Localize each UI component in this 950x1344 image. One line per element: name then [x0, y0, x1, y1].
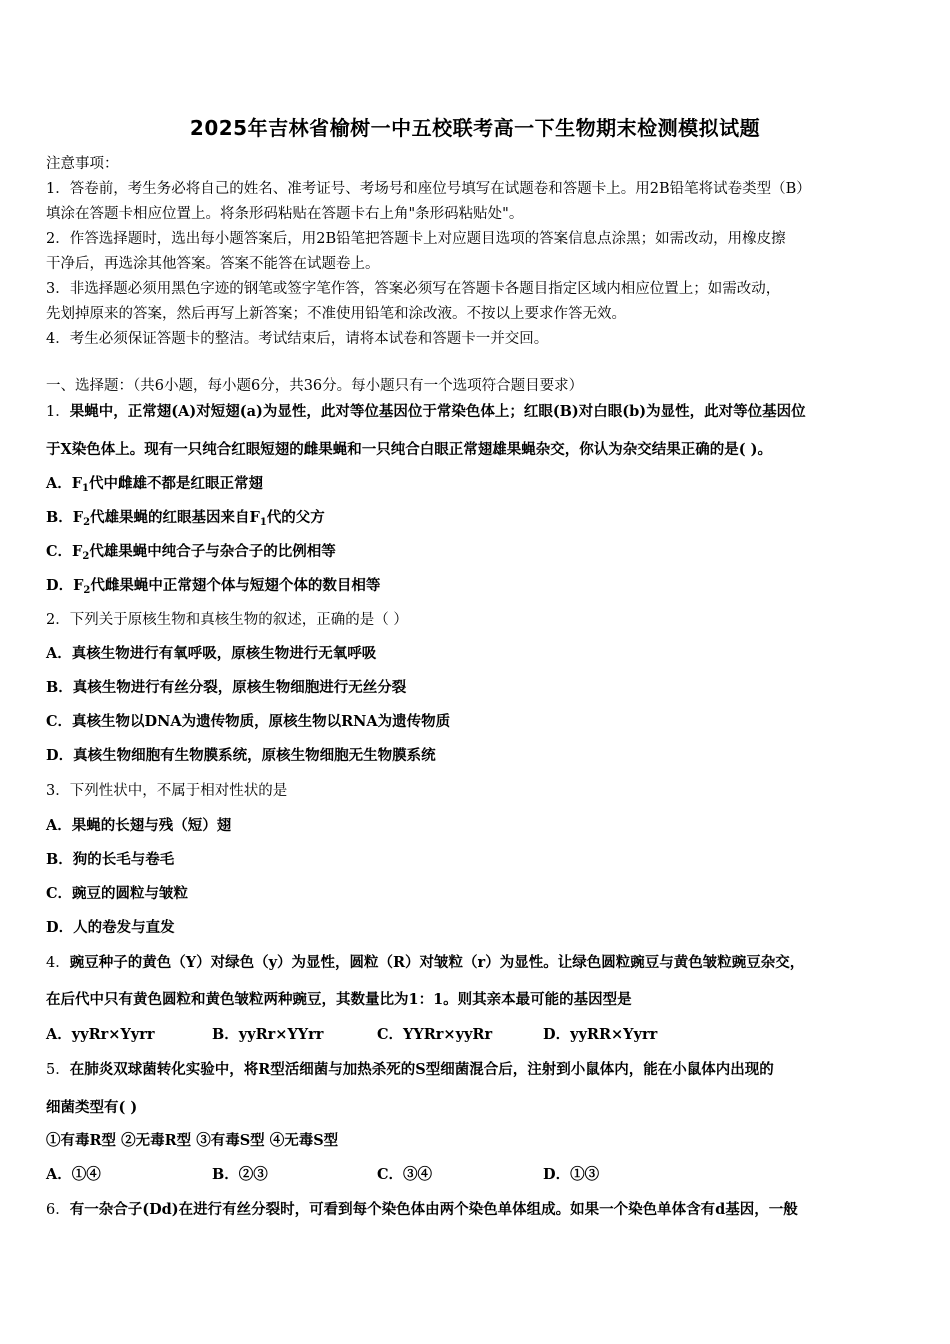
question-number: 5． — [46, 1062, 70, 1078]
subscript: 1 — [259, 517, 267, 528]
notice-block — [46, 152, 908, 352]
question-number: 1． — [46, 404, 70, 420]
notice-heading: 注意事项： — [46, 156, 119, 172]
question-3-option-a[interactable]: A．果蝇的长翅与残（短）翅 — [46, 817, 232, 834]
question-3-option-c[interactable]: C．豌豆的圆粒与皱粒 — [46, 885, 189, 902]
notice-line: 3．非选择题必须用黑色字迹的钢笔或签字笔作答，答案必须写在答题卡各题目指定区域内相应位置上；如需改动， — [46, 281, 781, 297]
question-text: 下列关于原核生物和真核生物的叙述，正确的是（ ） — [69, 612, 408, 628]
option-text: 代的父方 — [266, 509, 325, 526]
question-number: 3． — [46, 783, 70, 799]
option-text: 代中雌雄不都是红眼正常翅 — [89, 475, 264, 492]
option-text: B．F — [46, 509, 84, 526]
question-3-option-d[interactable]: D．人的卷发与直发 — [46, 919, 175, 936]
question-4-option-b[interactable]: B．yyRr×YYrr — [212, 1026, 324, 1043]
option-text: 代雄果蝇中纯合子与杂合子的比例相等 — [89, 543, 336, 560]
question-3-stem — [46, 779, 287, 800]
question-2-option-d[interactable]: D．真核生物细胞有生物膜系统，原核生物细胞无生物膜系统 — [46, 747, 436, 764]
page-title: 2025年吉林省榆树一中五校联考高一下生物期末检测模拟试题 — [189, 116, 761, 140]
option-text: 代雄果蝇的红眼基因来自F — [90, 509, 260, 526]
question-1-option-c[interactable] — [46, 540, 336, 561]
question-5-option-d[interactable]: D．①③ — [543, 1166, 600, 1183]
question-4-option-d[interactable]: D．yyRR×Yyrr — [543, 1026, 658, 1043]
section-heading: 一、选择题：（共6小题，每小题6分，共36分。每小题只有一个选项符合题目要求） — [46, 378, 584, 394]
question-4-stem-cont: 在后代中只有黄色圆粒和黄色皱粒两种豌豆，其数量比为1：1。则其亲本最可能的基因型是 — [46, 991, 632, 1008]
question-1-option-b[interactable] — [46, 506, 325, 527]
question-number: 2． — [46, 612, 70, 628]
notice-line: 干净后，再选涂其他答案。答案不能答在试题卷上。 — [46, 256, 380, 272]
question-1-option-a[interactable] — [46, 472, 263, 493]
notice-line: 2．作答选择题时，选出每小题答案后，用2B铅笔把答题卡上对应题目选项的答案信息点涂黑；如需改动，用橡皮擦 — [46, 231, 786, 247]
question-text: 果蝇中，正常翅(A)对短翅(a)为显性，此对等位基因位于常染色体上；红眼(B)对白眼(b)为显性，此对等位基因位 — [69, 403, 806, 420]
question-2-option-b[interactable]: B．真核生物进行有丝分裂，原核生物细胞进行无丝分裂 — [46, 679, 407, 696]
question-5-items: ①有毒R型 ②无毒R型 ③有毒S型 ④无毒S型 — [46, 1132, 339, 1149]
option-text: D．F — [46, 577, 84, 594]
question-text: 下列性状中，不属于相对性状的是 — [69, 783, 288, 799]
question-6-stem — [46, 1198, 798, 1219]
notice-line: 1．答卷前，考生务必将自己的姓名、准考证号、考场号和座位号填写在试题卷和答题卡上。用2B铅笔将试卷类型（B） — [46, 181, 811, 197]
question-5-option-c[interactable]: C．③④ — [377, 1166, 433, 1183]
option-text: C．F — [46, 543, 83, 560]
question-1-stem-cont: 于X染色体上。现有一只纯合红眼短翅的雌果蝇和一只纯合白眼正常翅雄果蝇杂交，你认为杂交结果正确的是( )。 — [46, 441, 773, 458]
question-4-option-a[interactable]: A．yyRr×Yyrr — [46, 1026, 155, 1043]
subscript: 2 — [83, 517, 91, 528]
question-text: 在肺炎双球菌转化实验中，将R型活细菌与加热杀死的S型细菌混合后，注射到小鼠体内，能在小鼠体内出现的 — [69, 1061, 774, 1078]
option-text: A．F — [46, 475, 83, 492]
question-number: 4． — [46, 955, 70, 971]
question-5-stem — [46, 1058, 774, 1079]
notice-line: 先划掉原来的答案，然后再写上新答案；不准使用铅笔和涂改液。不按以上要求作答无效。 — [46, 306, 626, 322]
question-5-options — [46, 1163, 599, 1184]
notice-line: 填涂在答题卡相应位置上。将条形码粘贴在答题卡右上角"条形码粘贴处"。 — [46, 206, 524, 222]
question-number: 6． — [46, 1202, 70, 1218]
subscript: 2 — [82, 551, 90, 562]
subscript: 1 — [82, 483, 90, 494]
question-5-option-a[interactable]: A．①④ — [46, 1166, 101, 1183]
question-text: 有一杂合子(Dd)在进行有丝分裂时，可看到每个染色体由两个染色单体组成。如果一个染色单体含有d基因，一般 — [69, 1201, 798, 1218]
question-2-option-a[interactable]: A．真核生物进行有氧呼吸，原核生物进行无氧呼吸 — [46, 645, 377, 662]
question-4-options — [46, 1023, 657, 1044]
question-5-option-b[interactable]: B．②③ — [212, 1166, 268, 1183]
question-4-stem — [46, 951, 804, 972]
question-1-stem — [46, 400, 806, 421]
notice-line: 4．考生必须保证答题卡的整洁。考试结束后，请将本试卷和答题卡一并交回。 — [46, 331, 549, 347]
question-2-stem — [46, 608, 408, 629]
option-text: 代雌果蝇中正常翅个体与短翅个体的数目相等 — [90, 577, 381, 594]
question-4-option-c[interactable]: C．YYRr×yyRr — [377, 1026, 493, 1043]
question-5-stem-cont: 细菌类型有( ) — [46, 1099, 138, 1116]
subscript: 2 — [83, 585, 91, 596]
question-text: 豌豆种子的黄色（Y）对绿色（y）为显性，圆粒（R）对皱粒（r）为显性。让绿色圆粒豌豆与黄色皱粒豌豆杂交， — [69, 954, 805, 971]
question-2-option-c[interactable]: C．真核生物以DNA为遗传物质，原核生物以RNA为遗传物质 — [46, 713, 451, 730]
question-1-option-d[interactable] — [46, 574, 380, 595]
question-3-option-b[interactable]: B．狗的长毛与卷毛 — [46, 851, 175, 868]
